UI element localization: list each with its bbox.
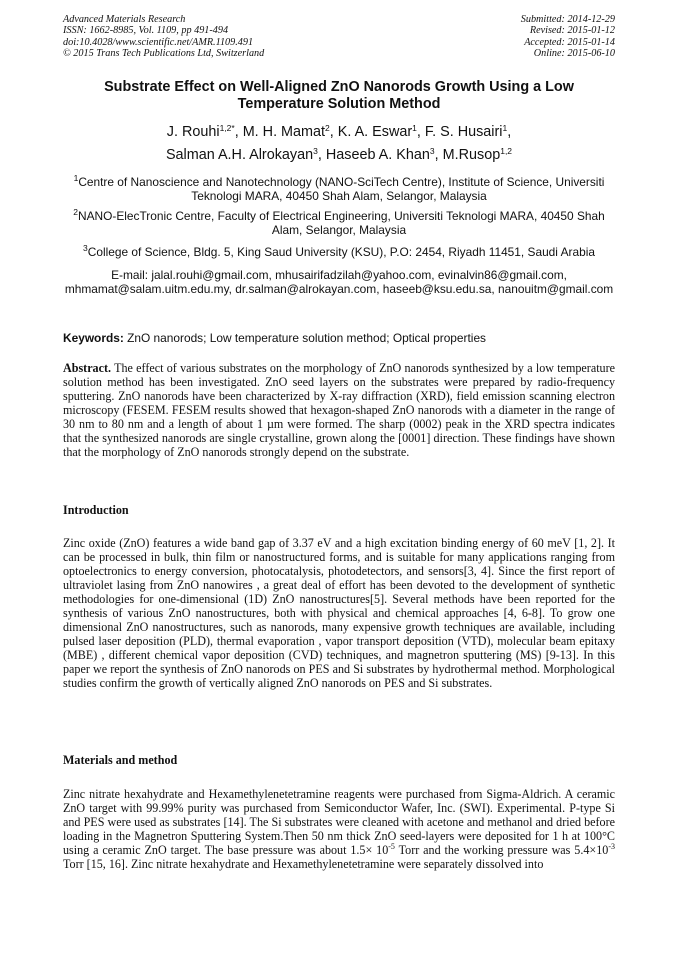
keywords-label: Keywords: xyxy=(63,331,124,345)
affiliation-mark: 2 xyxy=(73,207,78,217)
journal-info xyxy=(63,14,264,60)
accepted-date: Accepted: 2015-01-14 xyxy=(524,36,615,48)
author-name: F. S. Husairi xyxy=(424,124,503,140)
affiliation-1 xyxy=(63,175,615,204)
author-name: K. A. Eswar xyxy=(337,124,413,140)
materials-paragraph xyxy=(63,787,615,871)
doi-line: doi:10.4028/www.scientific.net/AMR.1109.491 xyxy=(63,36,254,48)
introduction-paragraph: Zinc oxide (ZnO) features a wide band gap of 3.37 eV and a high excitation binding energy of 60 meV [1, 2]. It can be processed in bulk, thin film or nanostructured forms, and is suitable for many applications ranging from optoelectronics to energy conversion, photocatalysis, photodetectors, and sensors[3, 4]. Since the first report of ultraviolet lasing from ZnO nanowires , a great deal of effort has been devoted to the development of synthetic methodologies for one-dimensional (1D) ZnO nanostructures[5]. Several methods have been reported for the synthesis of various ZnO nanostructures, both with physical and chemical approaches [4, 6-8]. To grow one dimensional ZnO nanostructures, such as nanorods, many expensive growth techniques are available, including pulsed laser deposition (PLD), thermal evaporation , vapor transport deposition (VTD), molecular beam epitaxy (MBE) , different chemical vapor deposition (CVD) techniques, and magnetron sputtering (MS) [9-13]. In this paper we report the synthesis of ZnO nanorods on PES and Si substrates by hydrothermal method. Morphological studies confirm the growth of vertically aligned ZnO nanorods on PES and Si substrates. xyxy=(63,536,615,691)
revised-date: Revised: 2015-01-12 xyxy=(529,25,615,37)
author-list xyxy=(63,121,615,167)
author-affiliation-mark: 1,2* xyxy=(219,123,235,133)
author-name: M. H. Mamat xyxy=(242,124,326,140)
affiliation-2 xyxy=(63,209,615,238)
materials-text-3: Torr [15, 16]. Zinc nitrate hexahydrate and Hexamethylenetetramine were separately dissolved into xyxy=(63,857,544,872)
keywords-text: ZnO nanorods; Low temperature solution method; Optical properties xyxy=(127,331,486,345)
abstract-text: The effect of various substrates on the morphology of ZnO nanorods synthesized by a low temperature solution method has been investigated. ZnO seed layers on the substrates were prepared by radio-frequency sputtering. ZnO nanorods have been characterized by X-ray diffraction (XRD), field emission scanning electron microscopy (FESEM. FESEM results showed that hexagon-shaped ZnO nanorods with a diameter in the range of 30 nm to 80 nm and a length of about 1 µm were formed. The sharp (0002) peak in the XRD spectra indicates that the synthesized nanorods are single crystalline, grown along the [0001] direction. These findings have shown that the morphology of ZnO nanorods strongly depend on the substrate. xyxy=(63,361,615,460)
exponent: -5 xyxy=(388,842,395,852)
author-affiliation-mark: 2 xyxy=(325,123,330,133)
author-emails: E-mail: jalal.rouhi@gmail.com, mhusairifadzilah@yahoo.com, evinalvin86@gmail.com, mhmamat@salam.uitm.edu.my, dr.salman@alrokayan.com, haseeb@ksu.edu.sa, nanouitm@gmail.com xyxy=(64,268,614,297)
affiliation-3 xyxy=(63,245,615,259)
issn-line: ISSN: 1662-8985, Vol. 1109, pp 491-494 xyxy=(63,25,229,37)
introduction-heading: Introduction xyxy=(63,503,129,517)
materials-text-2: Torr and the working pressure was 5.4×10 xyxy=(394,843,609,858)
keywords-line xyxy=(63,331,615,345)
affiliation-text: Centre of Nanoscience and Nanotechnology (NANO-SciTech Centre), Institute of Science, Universiti Teknologi MARA, 40450 Shah Alam, Selangor, Malaysia xyxy=(78,175,605,204)
author-affiliation-mark: 3 xyxy=(313,146,318,156)
paper-title: Substrate Effect on Well-Aligned ZnO Nanorods Growth Using a Low Temperature Solution Method xyxy=(104,79,574,112)
abstract-paragraph xyxy=(63,361,615,459)
affiliation-mark: 3 xyxy=(83,243,88,253)
author-affiliation-mark: 1 xyxy=(412,123,417,133)
author-affiliation-mark: 1 xyxy=(502,123,508,133)
affiliation-text: College of Science, Bldg. 5, King Saud University (KSU), P.O: 2454, Riyadh 11451, Saudi Arabia xyxy=(87,245,595,259)
exponent: -3 xyxy=(608,842,615,852)
author-affiliation-mark: 1,2 xyxy=(500,146,513,156)
materials-text: Zinc nitrate hexahydrate and Hexamethylenetetramine reagents were purchased from Sigma-Aldrich. A ceramic ZnO target with 99.99% purity was purchased from Semiconductor Wafer, Inc. (SWI). Experimental. P-type Si and PES were used as substrates [14]. The Si substrates were cleaned with acetone and methanol and dried before loading in the Magnetron Sputtering System.Then 50 nm thick ZnO seed-layers were deposited for 1 h at 100°C using a ceramic ZnO target. The base pressure was about 1.5× 10 xyxy=(63,787,615,858)
author-affiliation-mark: 3 xyxy=(429,146,435,156)
journal-name: Advanced Materials Research xyxy=(63,14,186,25)
affiliation-mark: 1 xyxy=(73,173,79,183)
author-line-1: J. Rouhi$^{1,2*}$, M. H. Mamat$^2$, K. A. Eswar$^1$, F. S. Husairi$^1$, xyxy=(166,123,512,140)
author-name: Salman A.H. Alrokayan xyxy=(165,147,314,163)
submitted-date: Submitted: 2014-12-29 xyxy=(520,14,615,25)
copyright-line: © 2015 Trans Tech Publications Ltd, Switzerland xyxy=(63,48,265,60)
author-name: Haseeb A. Khan xyxy=(325,147,430,163)
affiliation-text: NANO-ElecTronic Centre, Faculty of Electrical Engineering, Universiti Teknologi MARA, 40450 Shah Alam, Selangor, Malaysia xyxy=(78,209,605,238)
author-name: J. Rouhi xyxy=(166,124,220,140)
online-date: Online: 2015-06-10 xyxy=(533,48,615,60)
materials-heading: Materials and method xyxy=(63,753,178,767)
author-line-2: Salman A.H. Alrokayan$^3$, Haseeb A. Khan$^3$, M.Rusop$^{1,2}$ xyxy=(165,146,513,163)
publication-dates xyxy=(521,14,615,60)
abstract-label: Abstract. xyxy=(63,361,112,375)
author-name: M.Rusop xyxy=(442,147,501,163)
